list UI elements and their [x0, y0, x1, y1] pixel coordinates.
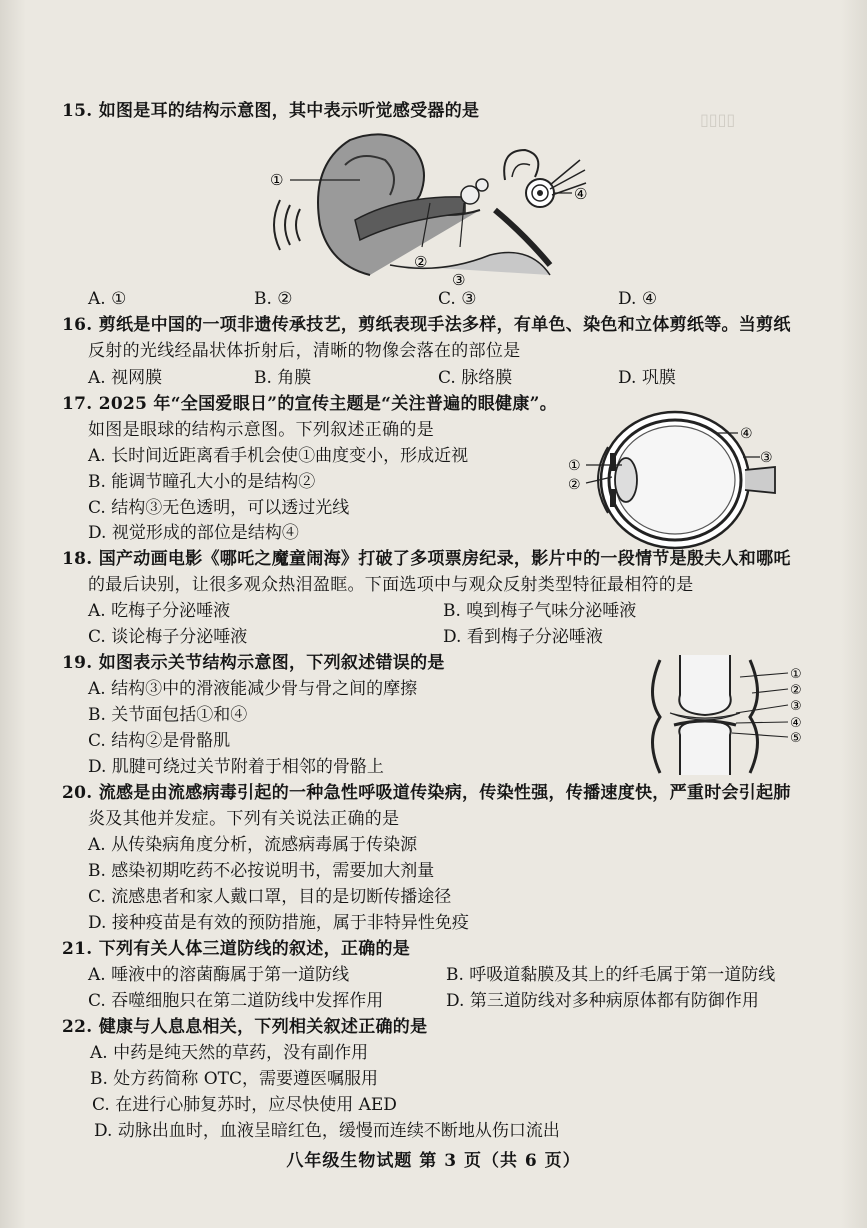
eye-label-3: ③ [760, 450, 773, 466]
q18-stem-line2: 的最后诀别，让很多观众热泪盈眶。下面选项中与观众反射类型特征最相符的是 [88, 575, 694, 595]
q20-option-d: D. 接种疫苗是有效的预防措施，属于非特异性免疫 [88, 913, 469, 933]
q21-option-c: C. 吞噬细胞只在第二道防线中发挥作用 [88, 991, 384, 1011]
q19-option-d: D. 肌腱可绕过关节附着于相邻的骨骼上 [88, 757, 384, 777]
page-footer: 八年级生物试题 第 3 页（共 6 页） [286, 1151, 581, 1171]
eye-label-4: ④ [740, 426, 753, 442]
q20-option-c: C. 流感患者和家人戴口罩，目的是切断传播途径 [88, 887, 452, 907]
q22-option-c: C. 在进行心肺复苏时，应尽快使用 AED [92, 1095, 397, 1115]
q22-option-a: A. 中药是纯天然的草药，没有副作用 [90, 1043, 369, 1063]
q17-stem-line2: 如图是眼球的结构示意图。下列叙述正确的是 [88, 420, 434, 440]
q22-option-b: B. 处方药简称 OTC，需要遵医嘱服用 [90, 1069, 378, 1089]
ear-diagram [250, 125, 590, 290]
joint-label-1: ① [790, 667, 802, 682]
ear-label-2: ② [414, 253, 428, 271]
q22-stem: 22. 健康与人息息相关，下列相关叙述正确的是 [62, 1017, 428, 1037]
q18-option-c: C. 谈论梅子分泌唾液 [88, 627, 248, 647]
q15-option-b: B. ② [254, 289, 293, 309]
q16-option-a: A. 视网膜 [88, 368, 163, 388]
q18-stem-line1: 18. 国产动画电影《哪吒之魔童闹海》打破了多项票房纪录，影片中的一段情节是殷夫人和哪吒 [62, 549, 791, 569]
q15-option-a: A. ① [88, 289, 127, 309]
ear-label-1: ① [270, 171, 284, 189]
q16-stem-line1: 16. 剪纸是中国的一项非遗传承技艺，剪纸表现手法多样，有单色、染色和立体剪纸等。当剪纸 [62, 315, 791, 335]
joint-diagram [640, 655, 810, 775]
eye-label-2: ② [568, 477, 581, 493]
q19-option-a: A. 结构③中的滑液能减少骨与骨之间的摩擦 [88, 679, 418, 699]
q17-option-c: C. 结构③无色透明，可以透过光线 [88, 498, 350, 518]
ear-label-3: ③ [452, 271, 466, 289]
q21-option-a: A. 唾液中的溶菌酶属于第一道防线 [88, 965, 350, 985]
q15-stem: 15. 如图是耳的结构示意图，其中表示听觉感受器的是 [62, 101, 480, 121]
q16-option-d: D. 巩膜 [618, 368, 676, 388]
q15-option-d: D. ④ [618, 289, 658, 309]
q17-stem-line1: 17. 2025 年“全国爱眼日”的宣传主题是“关注普遍的眼健康”。 [62, 394, 558, 414]
joint-label-2: ② [790, 683, 802, 698]
q21-stem: 21. 下列有关人体三道防线的叙述，正确的是 [62, 939, 411, 959]
ear-label-4: ④ [574, 185, 588, 203]
q16-option-b: B. 角膜 [254, 368, 312, 388]
q20-option-a: A. 从传染病角度分析，流感病毒属于传染源 [88, 835, 418, 855]
q17-option-b: B. 能调节瞳孔大小的是结构② [88, 472, 316, 492]
eye-label-1: ① [568, 458, 581, 474]
q19-option-b: B. 关节面包括①和④ [88, 705, 248, 725]
joint-label-3: ③ [790, 699, 802, 714]
q21-option-b: B. 呼吸道黏膜及其上的纤毛属于第一道防线 [446, 965, 776, 985]
q19-stem: 19. 如图表示关节结构示意图，下列叙述错误的是 [62, 653, 445, 673]
eye-diagram [560, 405, 785, 555]
q20-option-b: B. 感染初期吃药不必按说明书，需要加大剂量 [88, 861, 435, 881]
q18-option-b: B. 嗅到梅子气味分泌唾液 [443, 601, 637, 621]
q18-option-d: D. 看到梅子分泌唾液 [443, 627, 603, 647]
q18-option-a: A. 吃梅子分泌唾液 [88, 601, 231, 621]
joint-label-5: ⑤ [790, 731, 802, 746]
q15-option-c: C. ③ [438, 289, 477, 309]
q17-option-a: A. 长时间近距离看手机会使①曲度变小，形成近视 [88, 446, 469, 466]
q17-option-d: D. 视觉形成的部位是结构④ [88, 523, 299, 543]
bleed-through-text: ▯▯▯▯ [700, 110, 736, 129]
q20-stem-line2: 炎及其他并发症。下列有关说法正确的是 [88, 809, 400, 829]
q21-option-d: D. 第三道防线对多种病原体都有防御作用 [446, 991, 759, 1011]
q19-option-c: C. 结构②是骨骼肌 [88, 731, 231, 751]
q16-stem-line2: 反射的光线经晶状体折射后，清晰的物像会落在的部位是 [88, 341, 521, 361]
q16-option-c: C. 脉络膜 [438, 368, 513, 388]
q20-stem-line1: 20. 流感是由流感病毒引起的一种急性呼吸道传染病，传染性强，传播速度快，严重时会引起肺 [62, 783, 791, 803]
q22-option-d: D. 动脉出血时，血液呈暗红色，缓慢而连续不断地从伤口流出 [94, 1121, 560, 1141]
joint-label-4: ④ [790, 716, 802, 731]
